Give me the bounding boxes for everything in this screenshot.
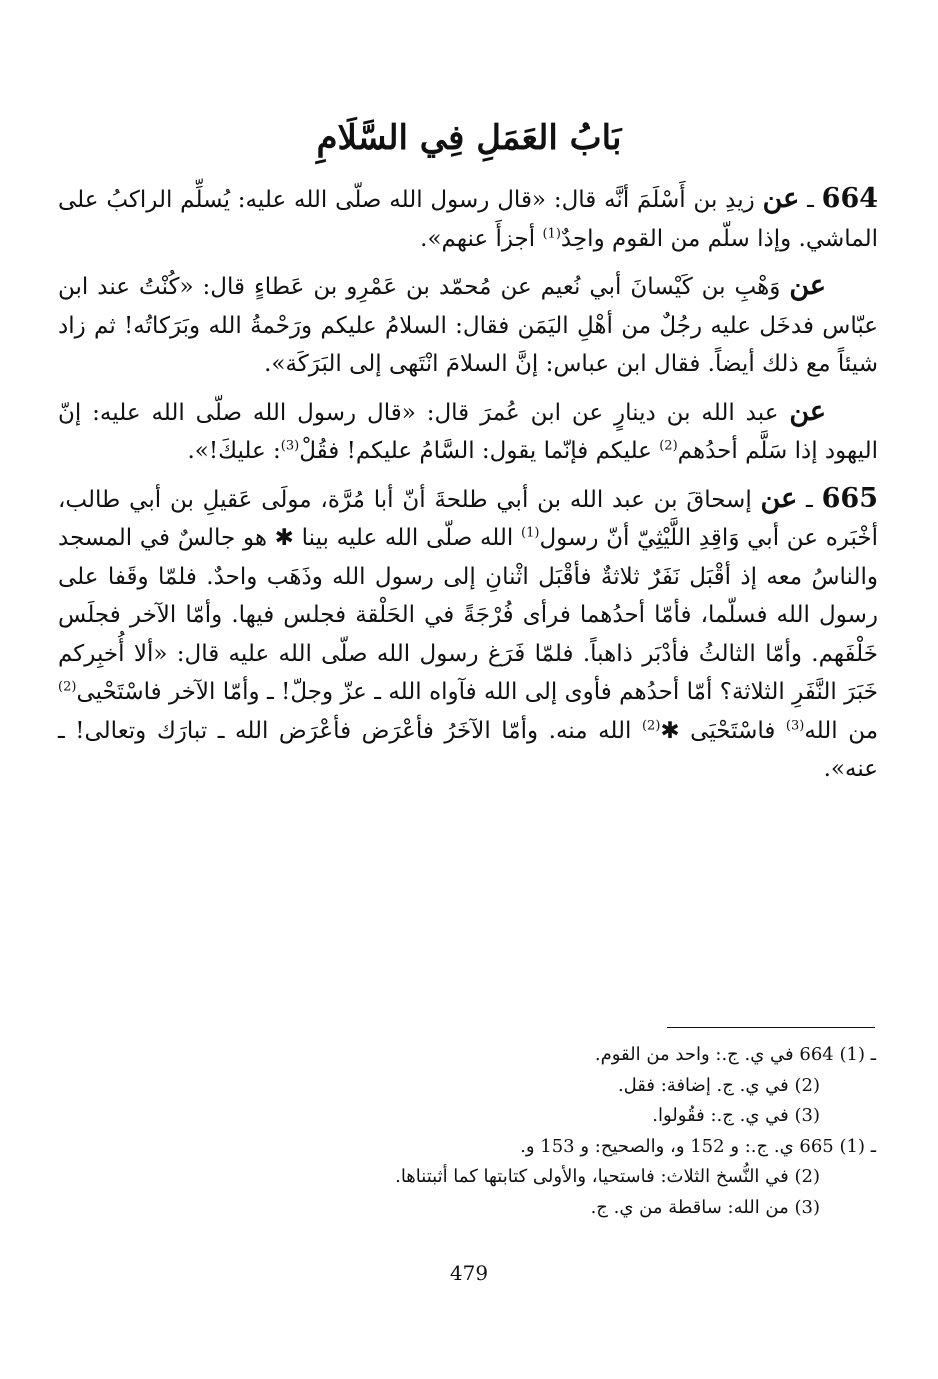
footnote-text: في النُّسخ الثلاث: فاستحيا، والأولى كتابتها كما أثبتناها. [395,1166,789,1187]
footnote-ref: (2) [659,438,678,454]
footnote-ref: (1) [521,525,540,541]
footnote-number: (2) [794,1074,820,1096]
footnote-number: (3) [794,1105,820,1126]
footnote-text: في ي. ج.: واحد من القوم. [594,1044,794,1065]
dash: ـ [807,187,814,213]
footnote-item [300,1040,876,1071]
footnote-item [300,1193,876,1224]
footnotes [300,1040,876,1223]
footnote-number: 664 ـ (1) [799,1044,876,1065]
footnote-item [300,1101,876,1132]
chapter-title: بَابُ العَمَلِ فِي السَّلَامِ [316,118,622,158]
lead-word: عن [789,395,826,427]
main-text [58,180,878,798]
hadith-665 [58,480,878,789]
footnote-ref: (2) [641,717,661,733]
text-segment: زيدِ بن أَسْلَمَ أنَّه قال: «قال رسول الله صلّى الله عليه: يُسلِّم الراكبُ على الماشي. وإذا سلّم من القوم واحِدٌ [58,187,878,252]
footnote-number: 665 ـ (1) [799,1135,876,1157]
lead-word: عن [789,270,826,301]
footnote-divider [667,1027,875,1028]
footnote-ref: (3) [785,717,805,733]
footnote-ref: (2) [58,679,77,695]
text-segment: عليكم فإنّما يقول: السَّامُ عليكم! فقُلْ [299,438,652,464]
hadith-number: 664 [821,183,879,214]
text-segment: فاسْتَحْيَى ✱ [660,717,776,744]
text-segment: الله صلّى الله عليه بينا ✱ هو جالسٌ في المسجد والناسُ معه إذ أقْبَل نَفَرٌ ثلاثةٌ فأقْبَل اثْنانِ إلى رسول الله وذَهَب واحدٌ. فلمّا وقَفا على رسول الله فسلّما، فأمّا أحدُهما فرأى فُرْجَةً في الحَلْقة فجلس فيها. وأمّا الآخر فجلَس خَلْفَهم. وأمّا الثالثُ فأدْبَر ذاهباً. فلمّا فَرَغ رسول الله صلّى الله عليه قال: «ألا أُخبِركم خَبَرَ النَّفَرِ الثلاثة؟ أمّا أحدُهم فأوى إلى الله فآواه الله ـ عزّ وجلّ! ـ وأمّا الآخر فاسْتَحْيى [58,525,878,705]
footnote-number: (3) [794,1196,820,1218]
footnote-text: ي. ج.: و 152 و، والصحيح: و 153 و. [520,1135,794,1157]
footnote-text: في ي. ج.: فقُولوا. [652,1105,789,1126]
text-segment: أجزأَ عنهم». [420,225,536,252]
text-segment: : عليكَ!». [187,438,281,464]
footnote-item [300,1162,876,1193]
page-number: 479 [449,1261,489,1285]
footnote-ref: (1) [542,225,561,241]
text-segment: الله منه. وأمّا الآخَرُ فأعْرَض فأعْرَض الله ـ تبارَك وتعالى! ـ عنه». [58,717,878,782]
dash: ـ [806,486,813,513]
footnote-number: (2) [794,1166,820,1187]
lead-word: عن [760,482,798,514]
text-segment: إسحاقَ بن عبد الله بن أبي طلحةَ أنّ أبا مُرَّة، مولَى عَقيلِ بن أبي طالب، أخْبَره عن أبي وَاقِدِ اللَّيْثِيّ أنّ رسول [58,486,878,551]
text-segment: من الله [804,717,879,744]
footnote-text: من الله: ساقطة من ي. ج. [590,1196,789,1218]
footnote-item [300,1132,876,1163]
hadith-number: 665 [821,482,878,514]
footnote-item [300,1071,876,1102]
narration-wahb [58,267,878,384]
narration-abdullah [58,393,878,471]
hadith-664 [58,180,878,258]
text-segment: وَهْبِ بن كَيْسانَ أبي نُعيم عن مُحمّد بن عَمْرِو بن عَطاءٍ قال: «كُنْتُ عند ابن عبّاس فدخَل عليه رجُلٌ من أهْلِ اليَمَن فقال: السلامُ عليكم ورَحْمةُ الله وبَرَكاتُه! ثم زاد شيئاً مع ذلك أيضاً. فقال ابن عباس: إنَّ السلامَ انْتَهى إلى البَرَكَة». [58,274,878,377]
text-segment: عبد الله بن دينارٍ عن ابن عُمرَ قال: «قال رسول الله صلّى الله عليه: إنّ اليهود إذا سَلَّم أحدُهم [58,399,878,464]
footnote-text: في ي. ج. إضافة: فقل. [617,1074,789,1096]
footnote-ref: (3) [280,438,300,454]
lead-word: عن [762,183,800,214]
